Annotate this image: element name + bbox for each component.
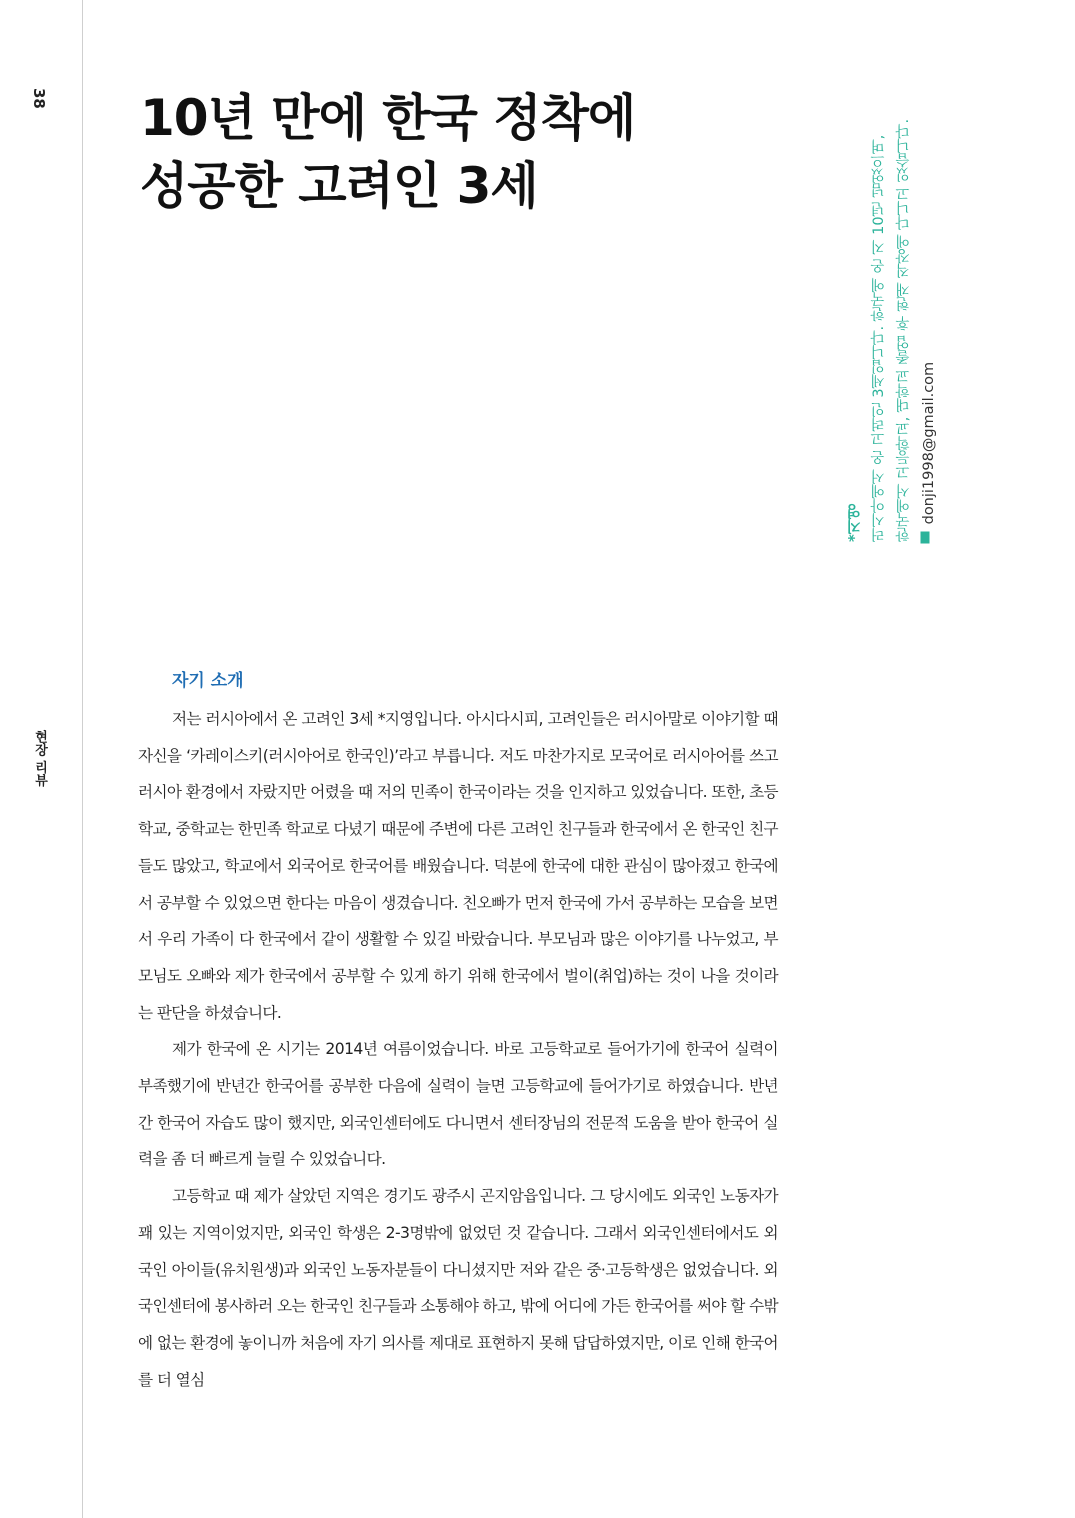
mail-icon bbox=[921, 532, 930, 544]
author-name: *지영 bbox=[845, 504, 863, 542]
paragraph-2: 제가 한국에 온 시기는 2014년 여름이었습니다. 바로 고등학교로 들어가기에 한국어 실력이 부족했기에 반년간 한국어를 공부한 다음에 실력이 늘면 고등학교에 들어가기로 하였습니다. 반년간 한국어 자습도 많이 했지만, 외국인센터에도 다니면서 센터장님의 전문적 도움을 받아 한국어 실력을 좀 더 빠르게 늘릴 수 있었습니다. bbox=[138, 1040, 778, 1169]
title-line-2: 성공한 고려인 3세 bbox=[140, 157, 538, 215]
paragraph-1: 저는 러시아에서 온 고려인 3세 *지영입니다. 아시다시피, 고려인들은 러시아말로 이야기할 때 자신을 ‘카레이스키(러시아어로 한국인)’라고 부릅니다. 저도 마찬가지로 모국어로 러시아어를 쓰고 러시아 환경에서 자랐지만 어렸을 때 저의 민족이 한국이라는 것을 인지하고 있었습니다. 또한, 초등학교, 중학교는 한민족 학교로 다녔기 때문에 주변에 다른 고려인 친구들과 한국에서 온 한국인 친구들도 많았고, 학교에서 외국어로 한국어를 배웠습니다. 덕분에 한국에 대한 관심이 많아졌고 한국에서 공부할 수 있었으면 한다는 마음이 생겼습니다. 친오빠가 먼저 한국에 가서 공부하는 모습을 보면서 우리 가족이 다 한국에서 같이 생활할 수 있길 바랐습니다. 부모님과 많은 이야기를 나누었고, 부모님도 오빠와 제가 한국에서 공부할 수 있게 하기 위해 한국에서 벌이(취업)하는 것이 나을 것이라는 판단을 하셨습니다. bbox=[138, 710, 778, 1022]
article-body bbox=[138, 665, 778, 1398]
title-line-1: 10년 만에 한국 정착에 bbox=[140, 89, 636, 147]
section-label: 현장 리뷰 bbox=[32, 730, 47, 787]
author-bio-line-1: 러시아에서 온 고려인 3세입니다. 한국에 온 지 10년 넘었으며, bbox=[871, 134, 887, 542]
article-title bbox=[140, 84, 635, 220]
page-number: 38 bbox=[30, 88, 48, 109]
author-email[interactable]: donji1998@gmail.com bbox=[921, 361, 937, 525]
paragraph-3: 고등학교 때 제가 살았던 지역은 경기도 광주시 곤지암읍입니다. 그 당시에도 외국인 노동자가 꽤 있는 지역이었지만, 외국인 학생은 2-3명밖에 없었던 것 같습니다. 그래서 외국인센터에서도 외국인 아이들(유치원생)과 외국인 노동자분들이 다니셨지만 저와 같은 중·고등학생은 없었습니다. 외국인센터에 봉사하러 오는 한국인 친구들과 소통해야 하고, 밖에 어디에 가든 한국어를 써야 할 수밖에 없는 환경에 놓이니까 처음에 자기 의사를 제대로 표현하지 못해 답답하였지만, 이로 인해 한국어를 더 열심 bbox=[138, 1187, 778, 1389]
section-heading: 자기 소개 bbox=[172, 671, 244, 691]
author-info bbox=[842, 82, 942, 542]
margin-divider bbox=[82, 0, 83, 1518]
author-bio-line-2: 한국에서 고등학교, 대학교 졸업 후 현재 직장에 다니고 있습니다. bbox=[896, 118, 912, 542]
